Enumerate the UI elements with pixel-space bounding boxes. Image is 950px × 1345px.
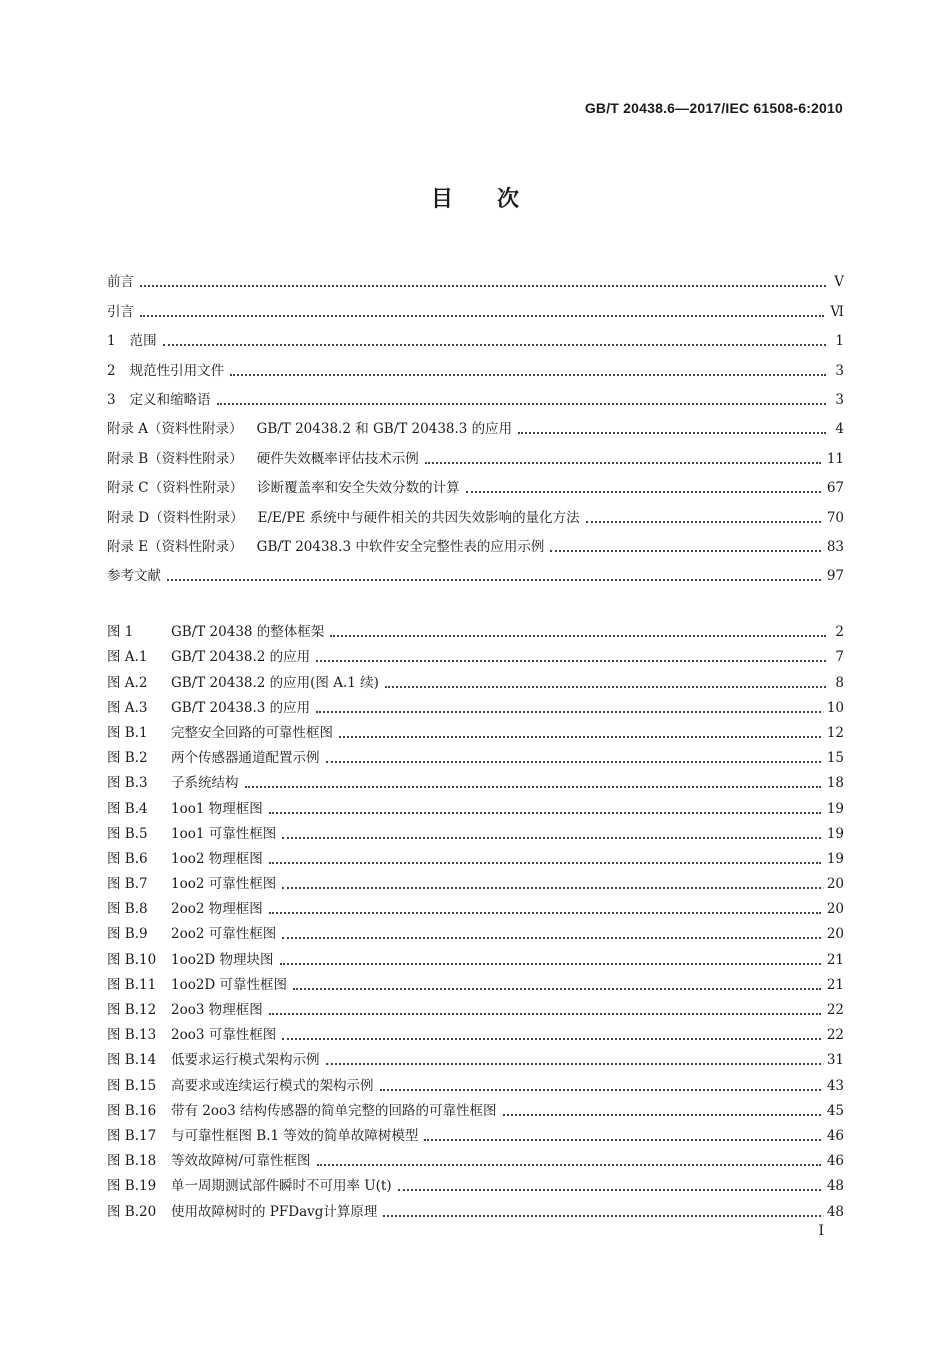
- dot-leader: [518, 431, 826, 434]
- toc-entry-page: 31: [826, 1052, 844, 1069]
- dot-leader: [269, 811, 821, 814]
- toc-entry-number: 图 B.2: [107, 750, 148, 767]
- toc-entry-title: 完整安全回路的可靠性框图: [171, 724, 333, 741]
- toc-entry[interactable]: [107, 843, 844, 868]
- toc-entry-number: 图 1: [107, 624, 134, 641]
- toc-entry-page: 22: [826, 1027, 844, 1044]
- toc-entry-number: 图 A.1: [107, 649, 148, 666]
- toc-entry-number: 图 B.1: [107, 724, 148, 741]
- toc-entry-page: 20: [826, 926, 844, 943]
- toc-figure-list: [107, 616, 844, 1221]
- toc-entry-number: 附录 C（资料性附录）: [107, 480, 244, 497]
- toc-entry-title: GB/T 20438 的整体框架: [171, 624, 325, 641]
- toc-entry-number: 图 B.6: [107, 850, 148, 867]
- toc-entry-page: 46: [826, 1127, 844, 1144]
- toc-entry-page: 67: [826, 480, 844, 497]
- toc-entry-title: 使用故障树时的 PFDavg计算原理: [171, 1203, 378, 1220]
- toc-entry-page: 11: [826, 450, 844, 467]
- dot-leader: [167, 578, 821, 581]
- toc-entry[interactable]: [107, 767, 844, 792]
- toc-entry[interactable]: [107, 1095, 844, 1120]
- toc-entry-page: 2: [835, 624, 844, 641]
- toc-entry-page: 7: [835, 649, 844, 666]
- toc-entry[interactable]: [107, 1170, 844, 1195]
- dot-leader: [282, 836, 821, 839]
- toc-entry-title: 参考文献: [107, 568, 161, 585]
- toc-entry-title: GB/T 20438.3 的应用: [171, 699, 311, 716]
- toc-entry-number: 图 B.12: [107, 1002, 157, 1018]
- toc-entry-number: 1: [107, 333, 116, 350]
- toc-entry[interactable]: [107, 1044, 844, 1069]
- toc-entry[interactable]: [107, 792, 844, 817]
- dot-leader: [550, 549, 820, 552]
- toc-entry-number: 图 B.17: [107, 1127, 157, 1144]
- dot-leader: [282, 886, 821, 889]
- dot-leader: [230, 373, 826, 376]
- dot-leader: [269, 1012, 821, 1015]
- toc-entry[interactable]: [107, 1120, 844, 1145]
- toc-entry-title: E/E/PE 系统中与硬件相关的共因失效影响的量化方法: [257, 509, 580, 526]
- toc-entry-page: 48: [826, 1203, 844, 1220]
- dot-leader: [140, 284, 826, 287]
- toc-entry-page: 22: [826, 1002, 844, 1018]
- dot-leader: [383, 1214, 820, 1217]
- toc-entry-number: 图 B.15: [107, 1077, 157, 1094]
- page-title: 目次: [430, 187, 563, 212]
- toc-entry-page: Ⅴ: [834, 274, 844, 291]
- toc-entry[interactable]: [107, 1145, 844, 1170]
- toc-entry-title: GB/T 20438.2 和 GB/T 20438.3 的应用: [256, 421, 513, 438]
- toc-entry-title: 硬件失效概率评估技术示例: [256, 450, 419, 467]
- toc-entry-number: 图 B.8: [107, 901, 148, 918]
- dot-leader: [282, 1037, 821, 1040]
- toc-entry[interactable]: [107, 380, 844, 409]
- toc-entry[interactable]: [107, 1069, 844, 1094]
- dot-leader: [245, 785, 821, 788]
- toc-entry-page: 10: [826, 699, 844, 716]
- toc-entry-page: 3: [835, 362, 844, 379]
- dot-leader: [217, 402, 826, 405]
- toc-entry-title: 高要求或连续运行模式的架构示例: [171, 1077, 374, 1094]
- toc-entry-title: 两个传感器通道配置示例: [171, 750, 320, 767]
- toc-entry-number: 图 B.5: [107, 825, 148, 842]
- dot-leader: [269, 911, 821, 914]
- toc-entry-page: 19: [826, 825, 844, 842]
- toc-entry[interactable]: [107, 742, 844, 767]
- toc-entry-page: 21: [826, 976, 844, 993]
- toc-entry-title: 2oo3 物理框图: [171, 1002, 263, 1018]
- toc-entry-title: 前言: [107, 274, 134, 291]
- dot-leader: [425, 461, 821, 464]
- standard-number: GB/T 20438.6—2017/IEC 61508-6:2010: [584, 100, 843, 116]
- toc-entry[interactable]: [107, 717, 844, 742]
- toc-entry-page: 45: [826, 1102, 844, 1119]
- toc-entry[interactable]: [107, 497, 844, 526]
- dot-leader: [163, 343, 826, 346]
- dot-leader: [466, 490, 821, 493]
- toc-entry-number: 附录 D（资料性附录）: [107, 509, 244, 526]
- toc-entry-title: GB/T 20438.2 的应用(图 A.1 续): [171, 674, 379, 691]
- toc-entry-title: 1oo1 可靠性框图: [171, 825, 277, 842]
- toc-entry-page: 19: [826, 800, 844, 817]
- toc-entry-title: 范围: [129, 333, 157, 350]
- toc-entry-number: 2: [107, 362, 116, 379]
- toc-entry-number: 附录 E（资料性附录）: [107, 538, 243, 555]
- toc-entry-number: 3: [107, 391, 116, 408]
- toc-entry-number: 附录 B（资料性附录）: [107, 450, 243, 467]
- dot-leader: [385, 685, 826, 688]
- toc-entry-title: 1oo2D 物理块图: [171, 951, 274, 968]
- dot-leader: [280, 962, 821, 965]
- toc-entry-title: GB/T 20438.2 的应用: [171, 649, 311, 666]
- toc-entry-title: 2oo2 可靠性框图: [171, 926, 277, 943]
- toc-entry-page: 19: [826, 850, 844, 867]
- dot-leader: [380, 1088, 821, 1091]
- dot-leader: [317, 1163, 821, 1166]
- toc-entry-title: 2oo2 物理框图: [171, 901, 263, 918]
- toc-entry-page: 97: [826, 568, 844, 585]
- toc-entry[interactable]: [107, 616, 844, 641]
- toc-entry-page: 46: [826, 1153, 844, 1170]
- toc-entry-page: 18: [826, 775, 844, 792]
- toc-entry[interactable]: [107, 893, 844, 918]
- dot-leader: [269, 861, 821, 864]
- toc-entry-title: 定义和缩略语: [129, 391, 211, 408]
- toc-entry-number: 图 B.9: [107, 926, 148, 943]
- toc-entry-title: 子系统结构: [171, 775, 239, 792]
- toc-entry[interactable]: [107, 969, 844, 994]
- toc-entry[interactable]: [107, 692, 844, 717]
- dot-leader: [282, 936, 821, 939]
- dot-leader: [398, 1188, 821, 1191]
- toc-main-list: [107, 262, 844, 585]
- toc-entry-title: 单一周期测试部件瞬时不可用率 U(t): [171, 1178, 392, 1195]
- toc-entry[interactable]: [107, 918, 844, 943]
- toc-entry[interactable]: [107, 641, 844, 666]
- toc-entry-title: 等效故障树/可靠性框图: [171, 1153, 311, 1170]
- toc-entry-title: 引言: [107, 303, 134, 320]
- toc-entry-page: Ⅵ: [830, 303, 844, 320]
- dot-leader: [326, 1062, 821, 1065]
- toc-entry-title: 低要求运行模式架构示例: [171, 1052, 320, 1069]
- toc-entry-page: 8: [835, 674, 844, 691]
- toc-entry-number: 图 B.4: [107, 800, 148, 817]
- toc-entry-title: 1oo2 物理框图: [171, 850, 263, 867]
- toc-entry[interactable]: [107, 1195, 844, 1220]
- toc-entry-page: 70: [826, 509, 844, 526]
- toc-entry-page: 43: [826, 1077, 844, 1094]
- dot-leader: [339, 735, 821, 738]
- toc-entry-title: 诊断覆盖率和安全失效分数的计算: [257, 480, 460, 497]
- toc-entry-title: GB/T 20438.3 中软件安全完整性表的应用示例: [256, 538, 545, 555]
- toc-entry[interactable]: [107, 1019, 844, 1044]
- toc-entry[interactable]: [107, 438, 844, 467]
- toc-entry-title: 1oo1 物理框图: [171, 800, 263, 817]
- toc-entry-page: 20: [826, 901, 844, 918]
- toc-entry[interactable]: [107, 350, 844, 379]
- toc-entry-number: 图 B.20: [107, 1203, 157, 1220]
- toc-entry[interactable]: [107, 409, 844, 438]
- toc-entry-page: 3: [835, 391, 844, 408]
- toc-entry-number: 图 B.13: [107, 1027, 157, 1044]
- toc-entry-number: 图 A.2: [107, 674, 148, 691]
- toc-entry[interactable]: [107, 818, 844, 843]
- toc-entry-title: 1oo2D 可靠性框图: [171, 976, 288, 993]
- toc-entry-number: 图 B.19: [107, 1178, 157, 1195]
- page-number: I: [818, 1223, 824, 1239]
- toc-entry[interactable]: [107, 321, 844, 350]
- toc-entry[interactable]: [107, 943, 844, 968]
- toc-entry-page: 12: [826, 724, 844, 741]
- toc-entry-page: 48: [826, 1178, 844, 1195]
- toc-entry[interactable]: [107, 994, 844, 1019]
- toc-entry[interactable]: [107, 666, 844, 691]
- toc-entry[interactable]: [107, 262, 844, 291]
- toc-entry[interactable]: [107, 468, 844, 497]
- toc-entry-page: 1: [835, 333, 844, 350]
- toc-entry-number: 图 B.3: [107, 775, 148, 792]
- toc-entry-page: 15: [826, 750, 844, 767]
- toc-entry-number: 图 B.10: [107, 951, 157, 968]
- dot-leader: [503, 1113, 821, 1116]
- toc-entry-title: 规范性引用文件: [129, 362, 225, 379]
- toc-entry-number: 图 B.7: [107, 876, 148, 893]
- toc-entry-number: 附录 A（资料性附录）: [107, 421, 243, 438]
- toc-entry-page: 83: [826, 538, 844, 555]
- toc-entry-number: 图 A.3: [107, 699, 148, 716]
- dot-leader: [140, 314, 824, 317]
- toc-entry-title: 1oo2 可靠性框图: [171, 876, 277, 893]
- toc-entry-page: 4: [835, 421, 844, 438]
- toc-entry-number: 图 B.16: [107, 1102, 157, 1119]
- toc-entry[interactable]: [107, 556, 844, 585]
- dot-leader: [326, 760, 821, 763]
- toc-entry-number: 图 B.14: [107, 1052, 157, 1069]
- toc-entry-title: 2oo3 可靠性框图: [171, 1027, 277, 1044]
- toc-entry-page: 21: [826, 951, 844, 968]
- dot-leader: [424, 1138, 820, 1141]
- dot-leader: [316, 659, 826, 662]
- toc-entry[interactable]: [107, 291, 844, 320]
- dot-leader: [586, 520, 821, 523]
- toc-entry-page: 20: [826, 876, 844, 893]
- dot-leader: [316, 710, 821, 713]
- toc-entry[interactable]: [107, 527, 844, 556]
- toc-entry-title: 与可靠性框图 B.1 等效的简单故障树模型: [171, 1127, 419, 1144]
- toc-entry[interactable]: [107, 868, 844, 893]
- toc-entry-title: 带有 2oo3 结构传感器的简单完整的回路的可靠性框图: [171, 1102, 497, 1119]
- toc-entry-number: 图 B.18: [107, 1153, 157, 1170]
- dot-leader: [330, 634, 826, 637]
- toc-entry-number: 图 B.11: [107, 976, 157, 993]
- dot-leader: [293, 987, 821, 990]
